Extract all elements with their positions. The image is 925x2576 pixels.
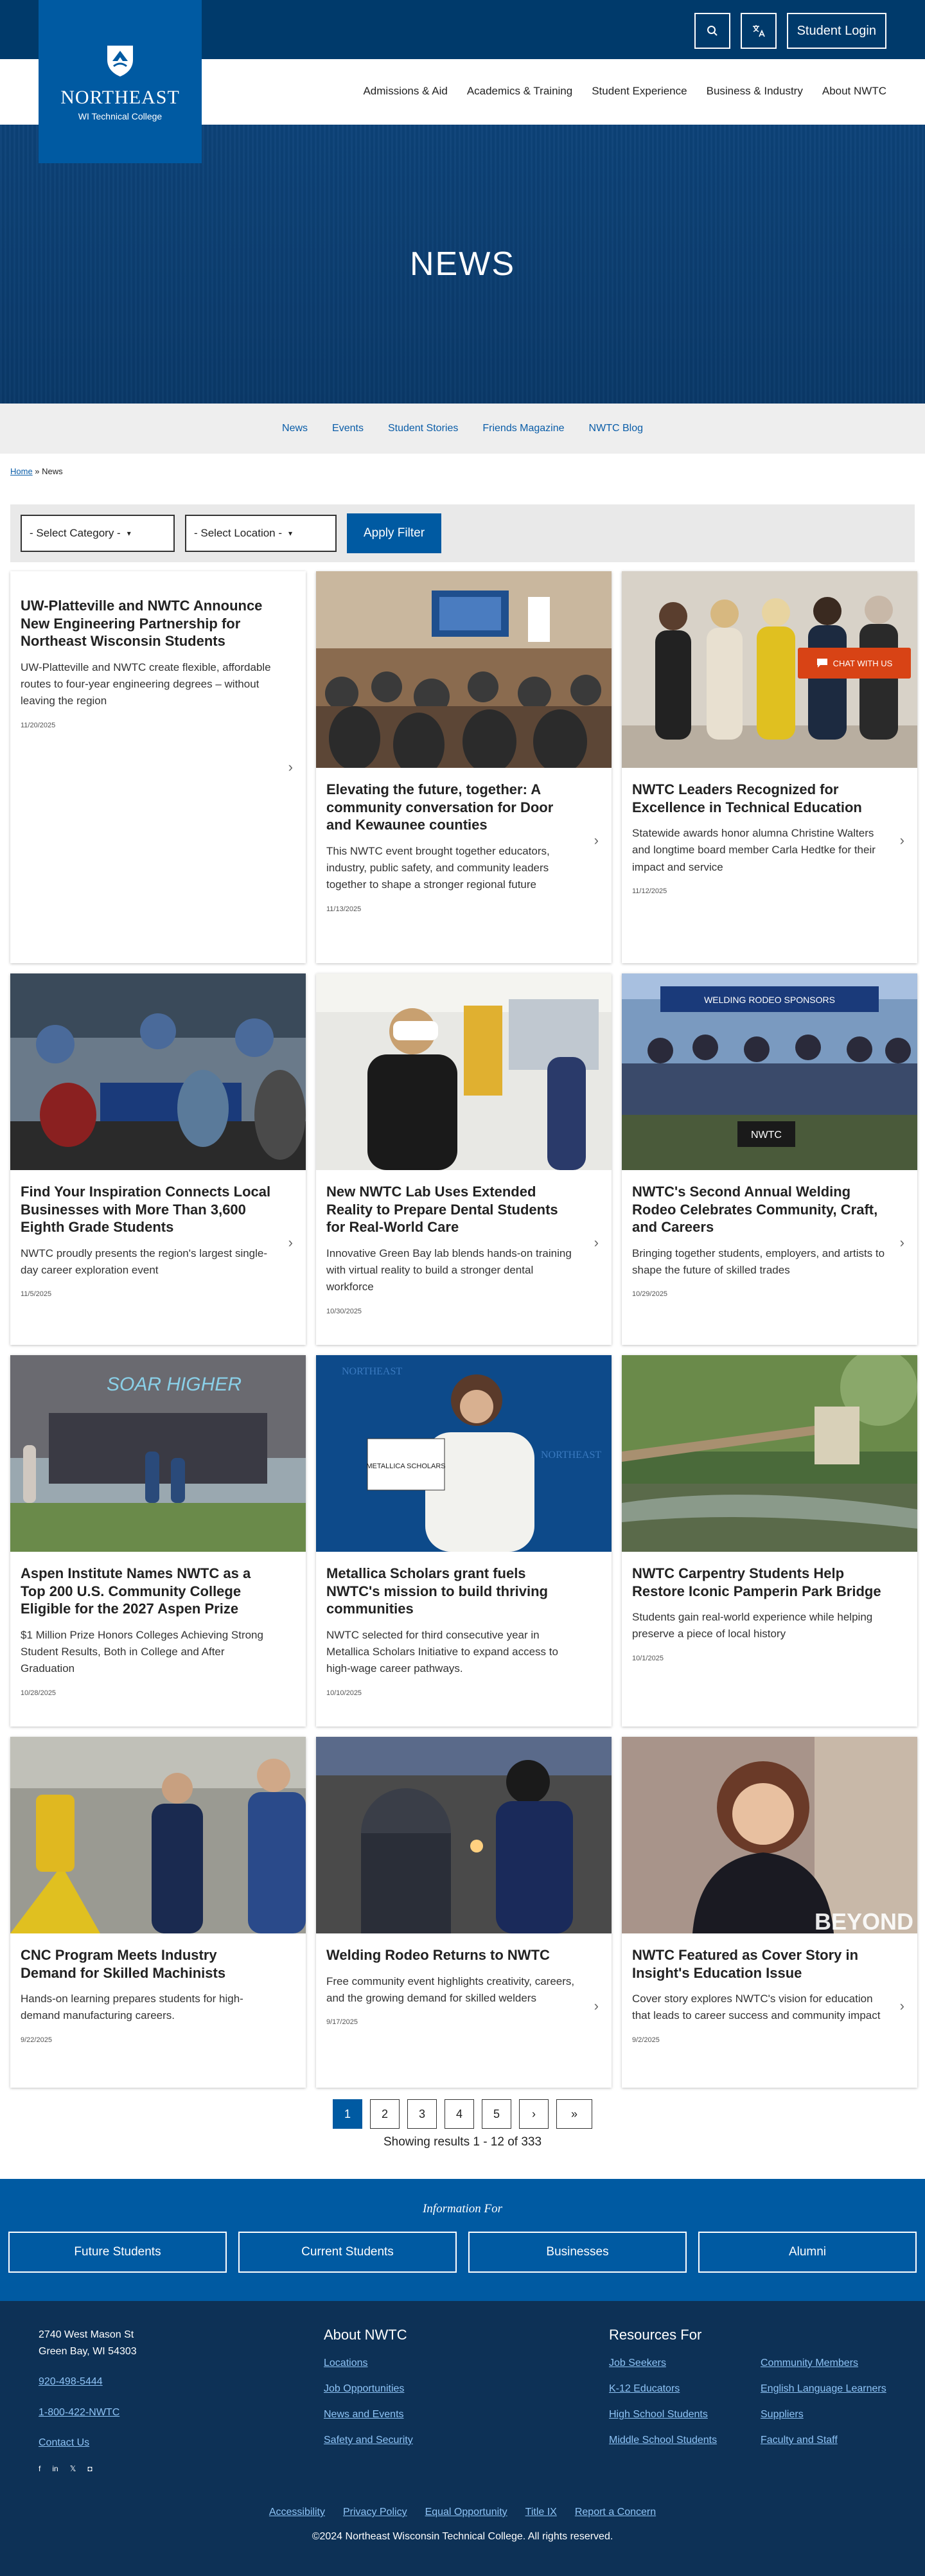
welding-rodeo-photo <box>622 973 917 1170</box>
footer-address-line1: 2740 West Mason St <box>39 2329 134 2340</box>
footer-link-equal-opportunity[interactable]: Equal Opportunity <box>425 2507 507 2518</box>
soar-higher-text: SOAR HIGHER <box>107 1374 242 1395</box>
nav-academics[interactable]: Academics & Training <box>466 85 573 97</box>
alumni-button[interactable]: Alumni <box>698 2232 917 2273</box>
news-card-title[interactable]: Aspen Institute Names NWTC as a Top 200 U.S. Community College Eligible for the 2027 Aspen Prize <box>21 1565 251 1617</box>
news-card[interactable] <box>622 1355 917 1727</box>
site-footer <box>0 2301 925 2576</box>
footer-link-ell[interactable]: English Language Learners <box>761 2383 886 2394</box>
nav-business[interactable]: Business & Industry <box>706 85 803 97</box>
news-card-title[interactable]: NWTC Leaders Recognized for Excellence in Technical Education <box>632 781 862 815</box>
footer-bottom <box>0 2507 925 2543</box>
scholar-sign-text: METALLICA SCHOLARS <box>366 1462 446 1470</box>
news-card[interactable] <box>316 571 612 963</box>
facebook-icon[interactable]: f <box>39 2464 41 2473</box>
news-card-description: This NWTC event brought together educators, industry, public safety, and community leaders together to shape a stronger regional future <box>326 844 550 891</box>
future-students-button[interactable]: Future Students <box>8 2232 227 2273</box>
chevron-right-icon[interactable]: › <box>899 1998 904 2014</box>
logo-name: NORTHEAST <box>60 87 180 108</box>
news-card-description: Statewide awards honor alumna Christine Walters and longtime board member Carla Hedtke for their impact and service <box>632 827 876 873</box>
apply-filter-button[interactable]: Apply Filter <box>347 513 441 553</box>
backdrop-logo-text: NORTHEAST <box>342 1366 403 1377</box>
footer-link-accessibility[interactable]: Accessibility <box>269 2507 325 2518</box>
news-card-date: 9/17/2025 <box>326 2018 358 2027</box>
breadcrumb-home[interactable]: Home <box>10 466 33 476</box>
chevron-right-icon[interactable]: › <box>899 832 904 848</box>
news-card-title[interactable]: Welding Rodeo Returns to NWTC <box>326 1947 550 1963</box>
chevron-right-icon[interactable]: › <box>594 832 599 848</box>
news-filter <box>10 504 915 562</box>
chevron-right-icon[interactable]: › <box>594 1998 599 2014</box>
bridge-photo <box>622 1355 917 1552</box>
news-card-image[interactable] <box>10 1737 306 1933</box>
shield-logo-icon <box>101 42 139 80</box>
footer-address-line2: Green Bay, WI 54303 <box>39 2345 137 2357</box>
linkedin-icon[interactable]: in <box>52 2464 58 2473</box>
subnav-friends-magazine[interactable]: Friends Magazine <box>482 423 565 434</box>
category-select[interactable] <box>21 515 175 552</box>
news-card-date: 9/22/2025 <box>21 2036 52 2044</box>
news-card[interactable] <box>10 571 306 963</box>
news-card[interactable] <box>622 973 917 1345</box>
news-card-image[interactable] <box>622 973 917 1170</box>
footer-link-high-school[interactable]: High School Students <box>609 2409 708 2420</box>
breadcrumb-current: News <box>42 466 63 476</box>
breadcrumb-separator: » <box>32 466 42 476</box>
footer-contact-link[interactable]: Contact Us <box>39 2437 90 2449</box>
footer-link-middle-school[interactable]: Middle School Students <box>609 2435 718 2446</box>
footer-link-report-concern[interactable]: Report a Concern <box>574 2507 656 2518</box>
news-card[interactable] <box>316 1737 612 2088</box>
news-card[interactable] <box>316 1355 612 1727</box>
chevron-right-icon[interactable]: › <box>899 1234 904 1250</box>
news-card-image[interactable] <box>316 973 612 1170</box>
vr-lab-photo <box>316 973 612 1170</box>
section-subnav <box>0 404 925 454</box>
news-card-description: Cover story explores NWTC's vision for education that leads to career success and community impact <box>632 1993 881 2022</box>
footer-link-news[interactable]: News and Events <box>324 2409 404 2420</box>
footer-link-job-seekers[interactable]: Job Seekers <box>609 2358 666 2368</box>
college-logo[interactable] <box>39 0 202 163</box>
page-5[interactable]: 5 <box>482 2099 511 2129</box>
chat-with-us-button[interactable] <box>798 648 911 679</box>
translate-button[interactable] <box>741 13 777 49</box>
news-card-title[interactable]: NWTC Featured as Cover Story in Insight's Education Issue <box>632 1947 859 1981</box>
news-card-date: 10/28/2025 <box>21 1689 57 1697</box>
nav-admissions[interactable]: Admissions & Aid <box>363 85 448 97</box>
news-card-title[interactable]: NWTC's Second Annual Welding Rodeo Celebrates Community, Craft, and Careers <box>632 1184 878 1235</box>
footer-link-k12[interactable]: K-12 Educators <box>609 2383 680 2394</box>
subnav-news[interactable]: News <box>282 423 308 434</box>
copyright: ©2024 Northeast Wisconsin Technical College. All rights reserved. <box>312 2531 613 2542</box>
instagram-icon[interactable]: ◘ <box>87 2464 92 2473</box>
news-card[interactable] <box>316 973 612 1345</box>
breadcrumb <box>0 454 925 489</box>
page-1[interactable]: 1 <box>333 2099 362 2129</box>
footer-contact <box>39 2327 324 2475</box>
chat-label: CHAT WITH US <box>833 658 893 668</box>
news-card-description: Free community event highlights creativity, careers, and the growing demand for skilled welders <box>326 1975 575 2004</box>
search-icon <box>707 25 718 37</box>
news-card-description: Bringing together students, employers, and artists to shape the future of skilled trades <box>632 1247 885 1276</box>
backdrop-logo-text: NORTHEAST <box>541 1450 602 1461</box>
utility-actions <box>694 13 886 49</box>
welder-photo <box>316 1737 612 1933</box>
news-card-image[interactable] <box>316 1355 612 1552</box>
news-card-date: 11/12/2025 <box>632 887 667 896</box>
chevron-right-icon[interactable]: › <box>594 1234 599 1250</box>
news-card-image[interactable] <box>10 1355 306 1552</box>
news-card-date: 10/1/2025 <box>632 1654 664 1662</box>
news-card-description: $1 Million Prize Honors Colleges Achieving Strong Student Results, Both in College and After Graduation <box>21 1628 263 1675</box>
pagination <box>0 2099 925 2129</box>
student-login-button[interactable]: Student Login <box>787 13 886 49</box>
news-card-title[interactable]: Find Your Inspiration Connects Local Businesses with More Than 3,600 Eighth Grade Students <box>21 1184 271 1235</box>
translate-icon <box>752 24 766 38</box>
expo-photo <box>10 973 306 1170</box>
subnav-events[interactable]: Events <box>332 423 364 434</box>
news-card-image[interactable] <box>316 571 612 768</box>
hero-banner <box>0 125 925 404</box>
last-page-button[interactable]: » <box>556 2099 592 2129</box>
rodeo-banner-text: WELDING RODEO SPONSORS <box>704 995 835 1005</box>
beyond-text: BEYOND <box>815 1908 914 1933</box>
results-count: Showing results 1 - 12 of 333 <box>383 2135 542 2149</box>
social-links <box>39 2463 324 2475</box>
footer-link-suppliers[interactable]: Suppliers <box>761 2409 804 2420</box>
news-card-date: 11/5/2025 <box>21 1290 52 1299</box>
footer-resources <box>609 2327 886 2475</box>
footer-link-privacy[interactable]: Privacy Policy <box>342 2507 407 2518</box>
x-icon[interactable]: 𝕏 <box>69 2464 76 2473</box>
news-card-description: Students gain real-world experience while helping preserve a piece of local history <box>632 1611 873 1640</box>
current-students-button[interactable]: Current Students <box>238 2232 457 2273</box>
footer-phone-tollfree[interactable]: 1-800-422-NWTC <box>39 2406 120 2418</box>
news-card-description: Innovative Green Bay lab blends hands-on training with virtual reality to build a stronger dental workforce <box>326 1247 572 1293</box>
footer-about-heading: About NWTC <box>324 2327 407 2343</box>
news-card-description: NWTC proudly presents the region's largest single-day career exploration event <box>21 1247 268 1276</box>
page-2[interactable]: 2 <box>370 2099 400 2129</box>
location-select-value: - Select Location - <box>194 527 283 539</box>
news-card-title[interactable]: UW-Platteville and NWTC Announce New Engineering Partnership for Northeast Wisconsin Students <box>21 598 263 649</box>
portrait-photo <box>622 1737 917 1933</box>
news-card[interactable] <box>622 1737 917 2088</box>
footer-link-faculty[interactable]: Faculty and Staff <box>761 2435 838 2446</box>
subnav-blog[interactable]: NWTC Blog <box>588 423 643 434</box>
category-select-value: - Select Category - <box>30 527 121 539</box>
footer-link-community[interactable]: Community Members <box>761 2358 859 2368</box>
information-for-heading: Information For <box>422 2202 503 2216</box>
news-card-date: 10/30/2025 <box>326 1307 362 1315</box>
news-card[interactable] <box>10 1737 306 2088</box>
footer-link-jobs[interactable]: Job Opportunities <box>324 2383 405 2394</box>
footer-phone-local[interactable]: 920-498-5444 <box>39 2376 103 2388</box>
subnav-student-stories[interactable]: Student Stories <box>387 423 459 434</box>
news-card-title[interactable]: Metallica Scholars grant fuels NWTC's mission to build thriving communities <box>326 1565 548 1617</box>
scholar-photo <box>316 1355 612 1552</box>
rodeo-sign-text: NWTC <box>751 1130 782 1141</box>
news-card-date: 10/10/2025 <box>326 1689 362 1697</box>
news-grid <box>10 571 915 2088</box>
news-card-image[interactable] <box>10 973 306 1170</box>
chevron-down-icon: ▾ <box>127 529 131 538</box>
news-card-date: 9/2/2025 <box>632 2036 660 2044</box>
footer-about <box>324 2327 609 2475</box>
chevron-right-icon[interactable]: › <box>288 1234 293 1250</box>
nav-about[interactable]: About NWTC <box>822 85 886 97</box>
news-card-title[interactable]: Elevating the future, together: A community conversation for Door and Kewaunee counties <box>326 781 554 833</box>
news-card-description: UW-Platteville and NWTC create flexible, affordable routes to four-year engineering degrees – without leaving the region <box>21 661 271 707</box>
businesses-button[interactable]: Businesses <box>468 2232 687 2273</box>
news-card-image[interactable] <box>622 1737 917 1933</box>
news-card-image[interactable] <box>622 1355 917 1552</box>
chevron-down-icon: ▾ <box>288 529 293 538</box>
location-select[interactable] <box>185 515 337 552</box>
information-for-section <box>0 2179 925 2301</box>
news-card-date: 11/20/2025 <box>21 721 56 729</box>
page-4[interactable]: 4 <box>445 2099 474 2129</box>
news-card[interactable] <box>10 1355 306 1727</box>
footer-resources-heading: Resources For <box>609 2327 702 2343</box>
footer-link-title-ix[interactable]: Title IX <box>525 2507 557 2518</box>
campus-photo <box>10 1355 306 1552</box>
footer-link-safety[interactable]: Safety and Security <box>324 2435 413 2446</box>
news-card-title[interactable]: CNC Program Meets Industry Demand for Skilled Machinists <box>21 1947 226 1981</box>
news-card-title[interactable]: NWTC Carpentry Students Help Restore Iconic Pamperin Park Bridge <box>632 1565 881 1599</box>
news-card-image[interactable] <box>316 1737 612 1933</box>
chat-bubble-icon <box>816 658 828 668</box>
news-card-date: 10/29/2025 <box>632 1290 668 1299</box>
logo-subtitle: WI Technical College <box>78 111 163 121</box>
news-card-title[interactable]: New NWTC Lab Uses Extended Reality to Prepare Dental Students for Real-World Care <box>326 1184 558 1235</box>
next-page-button[interactable]: › <box>519 2099 549 2129</box>
news-card-date: 11/13/2025 <box>326 905 362 913</box>
page-3[interactable]: 3 <box>407 2099 437 2129</box>
search-button[interactable] <box>694 13 730 49</box>
news-card[interactable] <box>10 973 306 1345</box>
nav-student-experience[interactable]: Student Experience <box>592 85 687 97</box>
chevron-right-icon[interactable]: › <box>288 759 293 775</box>
cnc-photo <box>10 1737 306 1933</box>
news-card[interactable] <box>622 571 917 963</box>
footer-link-locations[interactable]: Locations <box>324 2358 368 2368</box>
news-card-description: Hands-on learning prepares students for high-demand manufacturing careers. <box>21 1993 243 2022</box>
page-title: NEWS <box>410 245 515 283</box>
event-photo <box>316 571 612 768</box>
news-card-description: NWTC selected for third consecutive year in Metallica Scholars Initiative to expand access to high-wage career pathways. <box>326 1628 558 1675</box>
